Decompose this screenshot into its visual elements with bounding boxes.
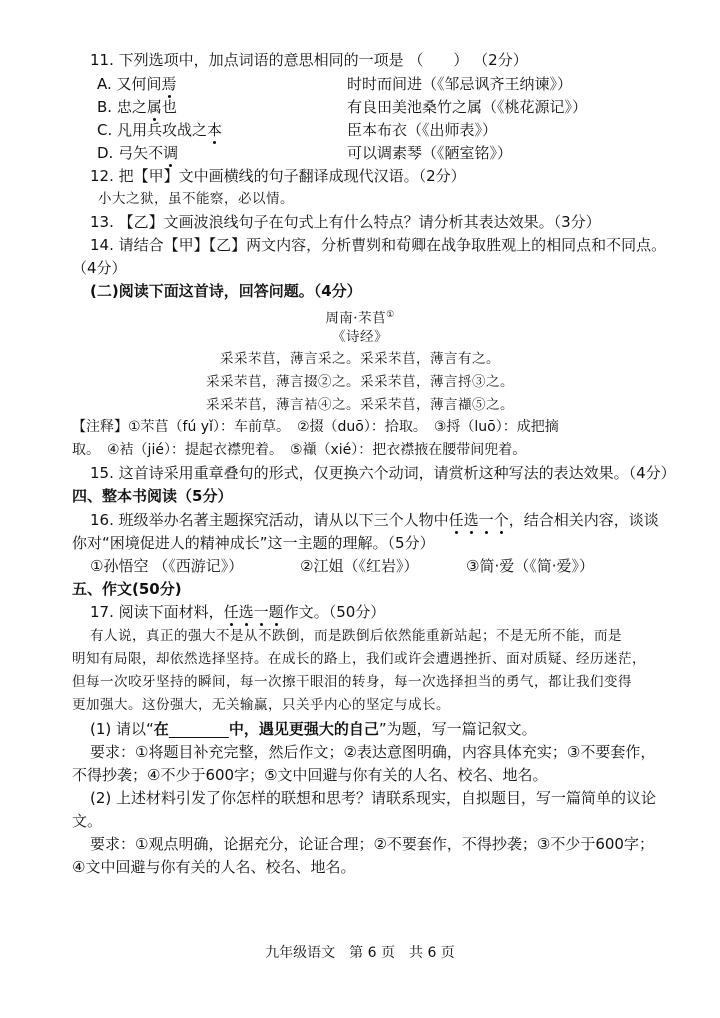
section4-heading: 四、整本书阅读（5分） [72, 487, 233, 505]
q17-task1-blank [169, 720, 229, 738]
notes-line2: 取。 ④袺（jié）：提起衣襟兜着。 ⑤襭（xié）：把衣襟掖在腰带间兜着。 [72, 442, 527, 458]
poem-title-note: ① [386, 310, 395, 320]
q16-dot-char-1: 任 [448, 511, 464, 529]
q16-dot-char-3: 一 [478, 511, 494, 529]
q16-dot-char-2: 选 [463, 511, 479, 529]
q17-material-2: 明知有局限，却依然选择坚持。在成长的路上，我们或许会遭遇挫折、面对质疑、经历迷茫， [72, 651, 646, 667]
q11-option-b: B. 忠之属也 有良田美池桑竹之属（《桃花源记》） [97, 98, 588, 116]
section2-heading: (二)阅读下面这首诗，回答问题。（4分） [90, 282, 362, 300]
q14-line2: （4分） [72, 259, 127, 277]
q11-option-b-compare: 有良田美池桑竹之属（《桃花源记》） [347, 98, 588, 116]
q17-material-1: 有人说，真正的强大不是从不跌倒，而是跌倒后依然能重新站起；不是无所不能，而是 [90, 628, 622, 644]
poem-line-1: 采采芣苢，薄言采之。采采芣苢，薄言有之。 [220, 351, 500, 367]
q14-line1: 14. 请结合【甲】【乙】两文内容，分析曹刿和荀卿在战争取胜观上的相同点和不同点。 [90, 236, 667, 254]
q11-stem: 11. 下列选项中，加点词语的意思相同的一项是 （ ） （2分） [90, 51, 528, 69]
poem-title: 周南·芣苢 [325, 310, 387, 327]
q17-req1-line1: 要求：①将题目补充完整，然后作文；②表达意图明确，内容具体充实；③不要套作， [90, 743, 656, 761]
q16-line1: 16. 班级举办名著主题探究活动，请从以下三个人物中任选一个，结合相关内容，谈谈 [90, 511, 659, 529]
q16-option-3: ③简·爱（《简·爱》） [466, 557, 594, 575]
q11-option-b-dot-word: 属 [146, 98, 162, 116]
q17-dot-char-2: 选 [238, 603, 254, 621]
q17-dot-char-1: 任 [223, 603, 239, 621]
q17-material-4: 更加强大。这份强大，无关输赢，只关乎内心的坚定与成长。 [72, 697, 450, 713]
poem-line-3: 采采芣苢，薄言袺④之。采采芣苢，薄言襭⑤之。 [206, 397, 514, 413]
q17-material-3: 但每一次咬牙坚持的瞬间，每一次擦干眼泪的转身，每一次选择担当的勇气，都让我们变得 [72, 674, 632, 690]
q11-option-d: D. 弓矢不调 可以调素琴（《陋室铭》） [97, 144, 513, 162]
poem-line-2: 采采芣苢，薄言掇②之。采采芣苢，薄言捋③之。 [206, 374, 514, 390]
page-footer: 九年级语文 第 6 页 共 6 页 [265, 945, 455, 961]
q11-option-a-compare: 时时而间进（《邹忌讽齐王纳谏》） [347, 75, 573, 93]
q11-option-a-dot-word: 焉 [161, 75, 177, 93]
q17-task2-line1: (2) 上述材料引发了你怎样的联想和思考？请联系现实，自拟题目，写一篇简单的议论 [90, 789, 657, 807]
q13-stem: 13. 【乙】文画波浪线句子在句式上有什么特点？请分析其表达效果。（3分） [90, 213, 601, 231]
q17-stem: 17. 阅读下面材料，任选一题作文。（50分） [90, 603, 386, 621]
q11-option-d-dot-word: 调 [163, 144, 179, 162]
q17-dot-char-4: 题 [268, 603, 284, 621]
q17-task2-line2: 文。 [72, 812, 103, 830]
q11-option-d-compare: 可以调素琴（《陋室铭》） [347, 144, 513, 162]
q16-line2: 你对“困境促进人的精神成长”这一主题的理解。（5分） [72, 534, 435, 552]
notes-line1: 【注释】①芣苢（fú yǐ）：车前草。 ②掇（duō）：拾取。 ③捋（luō）：成把摘 [72, 419, 559, 435]
q12-stem: 12. 把【甲】文中画横线的句子翻译成现代汉语。（2分） [90, 167, 466, 185]
q17-req1-line2: 不得抄袭；④不少于600字；⑤文中回避与你有关的人名、校名、地名。 [72, 766, 548, 784]
q16-option-1: ①孙悟空 （《西游记》） [90, 557, 244, 575]
q17-req2-line2: ④文中回避与你有关的人名、校名、地名。 [72, 858, 356, 876]
q15-stem: 15. 这首诗采用重章叠句的形式，仅更换六个动词，请赏析这种写法的表达效果。（4分） [90, 464, 676, 482]
q11-option-c: C. 凡用兵攻战之本 臣本布衣（《出师表》） [97, 121, 498, 139]
q17-req2-line1: 要求：①观点明确，论据充分，论证合理；②不要套作，不得抄袭；③不少于600字； [90, 835, 654, 853]
q16-option-2: ②江姐（《红岩》） [300, 557, 419, 575]
q11-option-c-dot-word: 本 [207, 121, 223, 139]
q17-dot-char-3: 一 [253, 603, 269, 621]
section5-heading: 五、作文(50分) [72, 580, 182, 598]
q11-option-c-compare: 臣本布衣（《出师表》） [347, 121, 498, 139]
q17-task1: (1) 请以“在 中，遇见更强大的自己”为题，写一篇记叙文。 [90, 720, 537, 738]
poem-source: 《诗经》 [332, 329, 388, 345]
q16-dot-char-4: 个 [493, 511, 509, 529]
q11-option-a: A. 又何间焉 时时而间进（《邹忌讽齐王纳谏》） [97, 75, 573, 93]
q12-sentence: 小大之狱，虽不能察，必以情。 [98, 191, 294, 207]
